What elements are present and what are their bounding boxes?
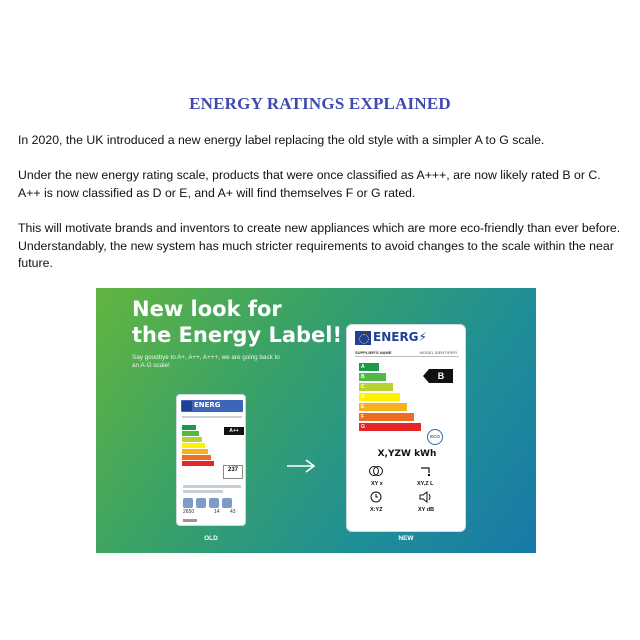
new-label-energy-text: ENERG⚡: [373, 330, 427, 344]
old-energy-label: [176, 394, 246, 526]
old-scale-bar: [182, 443, 205, 448]
scale-bar-g: G: [359, 423, 421, 431]
energy-label-banner-image: [96, 288, 536, 553]
paragraph-motivation: This will motivate brands and inventors to create new appliances which are more eco-friendly than ever before. Understandably, the new system has much stricter requirements to avoid changes to the scale within the near future.: [18, 221, 621, 270]
plate-icon: [196, 498, 206, 508]
plate-settings-icon: [369, 465, 383, 477]
old-label-number: 43: [230, 509, 236, 515]
sound-icon: [209, 498, 219, 508]
icon-label: X:YZ: [370, 507, 383, 513]
new-rating-arrow: B: [429, 369, 453, 383]
clock-icon: [369, 491, 383, 503]
old-label-footer: [183, 519, 197, 522]
icon-label: XY x: [371, 481, 383, 487]
scale-bar-d: D: [359, 393, 400, 401]
water-tap-icon: [419, 465, 433, 477]
old-label-number: 14: [214, 509, 220, 515]
page-title: ENERGY RATINGS EXPLAINED: [189, 94, 451, 113]
banner-headline: [132, 296, 342, 348]
old-label-caption: OLD: [204, 535, 218, 542]
eu-flag-icon: [182, 401, 192, 411]
old-scale-bar: [182, 425, 196, 430]
icon-label: XY,Z L: [417, 481, 434, 487]
new-energy-label: [346, 324, 466, 532]
old-rating-arrow: A++: [224, 427, 244, 435]
scale-bar-b: B: [359, 373, 386, 381]
paragraph-scale: Under the new energy rating scale, products that were once classified as A+++, are now likely rated B or C. A++ is now classified as D or E, and A+ will find themselves F or G rated.: [18, 168, 601, 200]
scale-bar-f: F: [359, 413, 414, 421]
tap-icon: [183, 498, 193, 508]
old-label-info-line: [183, 485, 241, 488]
old-scale-bar: [182, 431, 199, 436]
old-label-supplier-line: [182, 416, 242, 418]
banner-subline: Say goodbye to A+, A++, A+++, we are going back to an A-G scale!: [132, 354, 280, 369]
eu-flag-icon: [355, 331, 371, 345]
scale-bar-e: E: [359, 403, 407, 411]
old-scale-bar: [182, 455, 211, 460]
speaker-icon: [419, 491, 433, 503]
new-label-divider: [355, 356, 459, 357]
supplier-name: SUPPLIER'S NAME: [355, 350, 392, 355]
eco-badge: ECO: [427, 429, 443, 445]
paragraph-intro: In 2020, the UK introduced a new energy label replacing the old style with a simpler A to G scale.: [18, 133, 545, 147]
energy-consumption: X,YZW kWh: [377, 449, 437, 459]
model-identifier: MODEL IDENTIFIER: [419, 350, 457, 355]
banner-headline-line1: New look for: [132, 297, 282, 321]
old-scale-bar: [182, 437, 202, 442]
old-label-energy-text: ENERG: [194, 401, 221, 409]
old-scale-bar: [182, 461, 214, 466]
new-label-header: [355, 331, 459, 347]
old-label-info-line: [183, 490, 223, 493]
old-consumption-box: 237: [223, 465, 243, 479]
scale-bar-a: A: [359, 363, 379, 371]
lightning-icon: ⚡: [418, 330, 427, 344]
new-label-caption: NEW: [398, 535, 414, 542]
old-label-header: [181, 400, 243, 412]
drying-icon: [222, 498, 232, 508]
scale-bar-c: C: [359, 383, 393, 391]
banner-headline-line2: the Energy Label!: [132, 323, 343, 347]
old-label-number: 2650: [183, 509, 195, 515]
icon-label: XY dB: [418, 507, 435, 513]
old-scale-bar: [182, 449, 208, 454]
arrow-right-icon: [286, 458, 316, 474]
